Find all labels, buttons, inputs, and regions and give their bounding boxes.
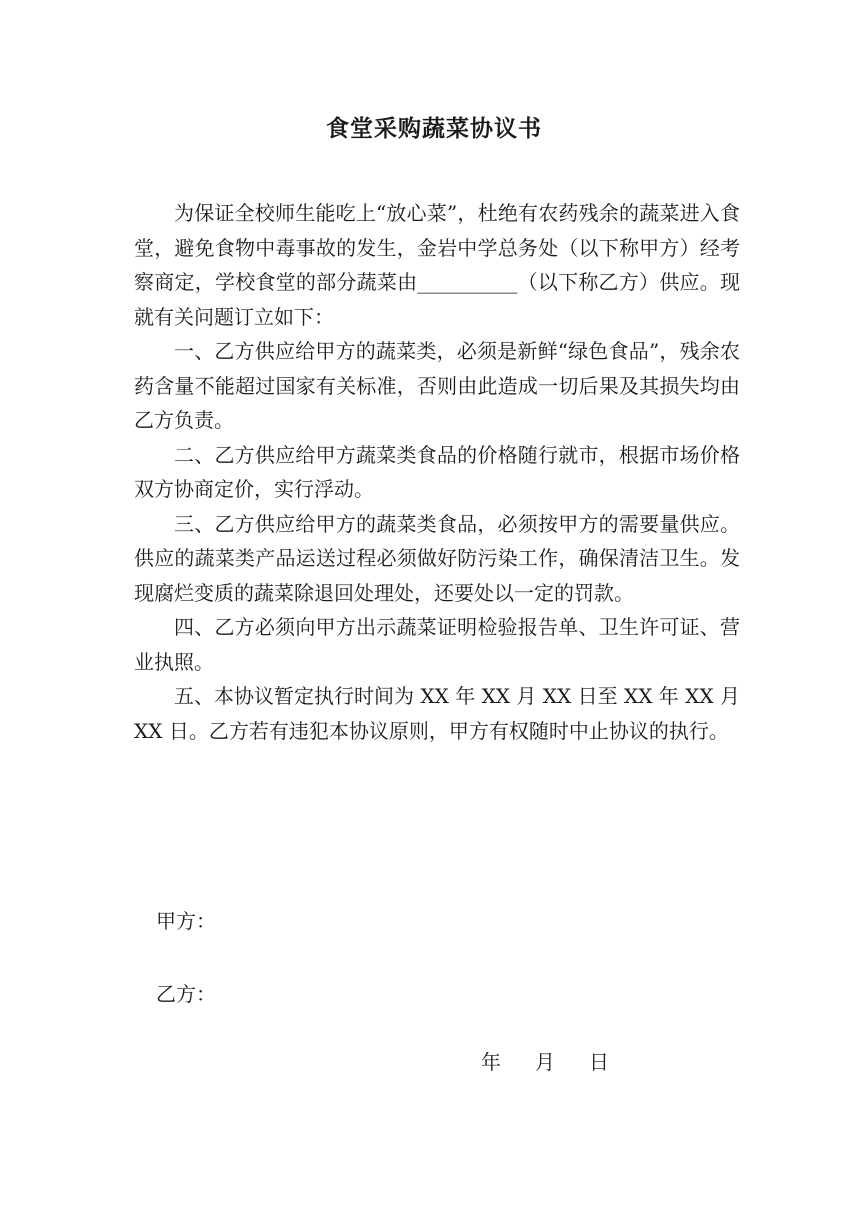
clause-2-paragraph: 二、乙方供应给甲方蔬菜类食品的价格随行就市，根据市场价格双方协商定价，实行浮动。 [134, 442, 740, 501]
document-body [134, 196, 740, 748]
document-title: 食堂采购蔬菜协议书 [326, 116, 542, 142]
clause-3-paragraph: 三、乙方供应给甲方的蔬菜类食品，必须按甲方的需要量供应。供应的蔬菜类产品运送过程必须做好防污染工作，确保清洁卫生。发现腐烂变质的蔬菜除退回处理处，还要处以一定的罚款。 [134, 511, 740, 605]
clause-4-paragraph: 四、乙方必须向甲方出示蔬菜证明检验报告单、卫生许可证、营业执照。 [134, 615, 740, 674]
signature-date [481, 1048, 609, 1076]
clause-5-paragraph: 五、本协议暂定执行时间为 XX 年 XX 月 XX 日至 XX 年 XX 月 XX 日。乙方若有违犯本协议原则，甲方有权随时中止协议的执行。 [134, 684, 740, 743]
party-a-signature-label: 甲方： [156, 909, 216, 933]
date-month-label: 月 [535, 1050, 555, 1074]
date-year-label: 年 [481, 1050, 501, 1074]
party-b-signature-label: 乙方： [156, 982, 216, 1006]
intro-paragraph: 为保证全校师生能吃上“放心菜”，杜绝有农药残余的蔬菜进入食堂，避免食物中毒事故的发生，金岩中学总务处（以下称甲方）经考察商定，学校食堂的部分蔬菜由__________（以下称乙方）供应。现就有关问题订立如下： [134, 201, 740, 329]
date-day-label: 日 [589, 1050, 609, 1074]
clause-1-paragraph: 一、乙方供应给甲方的蔬菜类，必须是新鲜“绿色食品”，残余农药含量不能超过国家有关标准，否则由此造成一切后果及其损失均由乙方负责。 [134, 339, 740, 432]
